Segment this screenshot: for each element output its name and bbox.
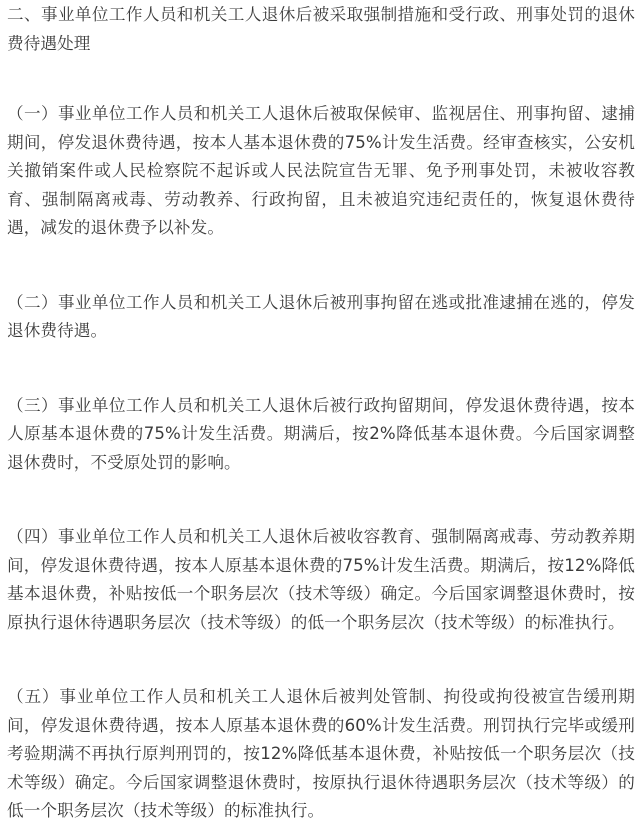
section-3-paragraph: （三）事业单位工作人员和机关工人退休后被行政拘留期间，停发退休费待遇，按本人原基本退休费的75%计发生活费。期满后，按2%降低基本退休费。今后国家调整退休费时，不受原处罚的影响。 — [7, 395, 635, 472]
section-4-paragraph: （四）事业单位工作人员和机关工人退休后被收容教育、强制隔离戒毒、劳动教养期间，停发退休费待遇，按本人原基本退休费的75%计发生活费。期满后，按12%降低基本退休费，补贴按低一个职务层次（技术等级）确定。今后国家调整退休费时，按原执行退休待遇职务层次（技术等级）的低一个职务层次（技术等级）的标准执行。 — [7, 527, 635, 632]
section-5-paragraph: （五）事业单位工作人员和机关工人退休后被判处管制、拘役或拘役被宣告缓刑期间，停发退休费待遇，按本人原基本退休费的60%计发生活费。刑罚执行完毕或缓刑考验期满不再执行原判刑罚的，按12%降低基本退休费，补贴按低一个职务层次（技术等级）确定。今后国家调整退休费时，按原执行退休待遇职务层次（技术等级）的低一个职务层次（技术等级）的标准执行。 — [7, 687, 635, 820]
document-body — [7, 1, 635, 826]
document-heading: 二、事业单位工作人员和机关工人退休后被采取强制措施和受行政、刑事处罚的退休费待遇处理 — [7, 5, 635, 53]
section-1-paragraph: （一）事业单位工作人员和机关工人退休后被取保候审、监视居住、刑事拘留、逮捕期间，停发退休费待遇，按本人基本退休费的75%计发生活费。经审查核实，公安机关撤销案件或人民检察院不起诉或人民法院宣告无罪、免予刑事处罚，未被收容教育、强制隔离戒毒、劳动教养、行政拘留，且未被追究违纪责任的，恢复退休费待遇，减发的退休费予以补发。 — [7, 104, 635, 237]
section-2-paragraph: （二）事业单位工作人员和机关工人退休后被刑事拘留在逃或批准逮捕在逃的，停发退休费待遇。 — [7, 292, 635, 340]
